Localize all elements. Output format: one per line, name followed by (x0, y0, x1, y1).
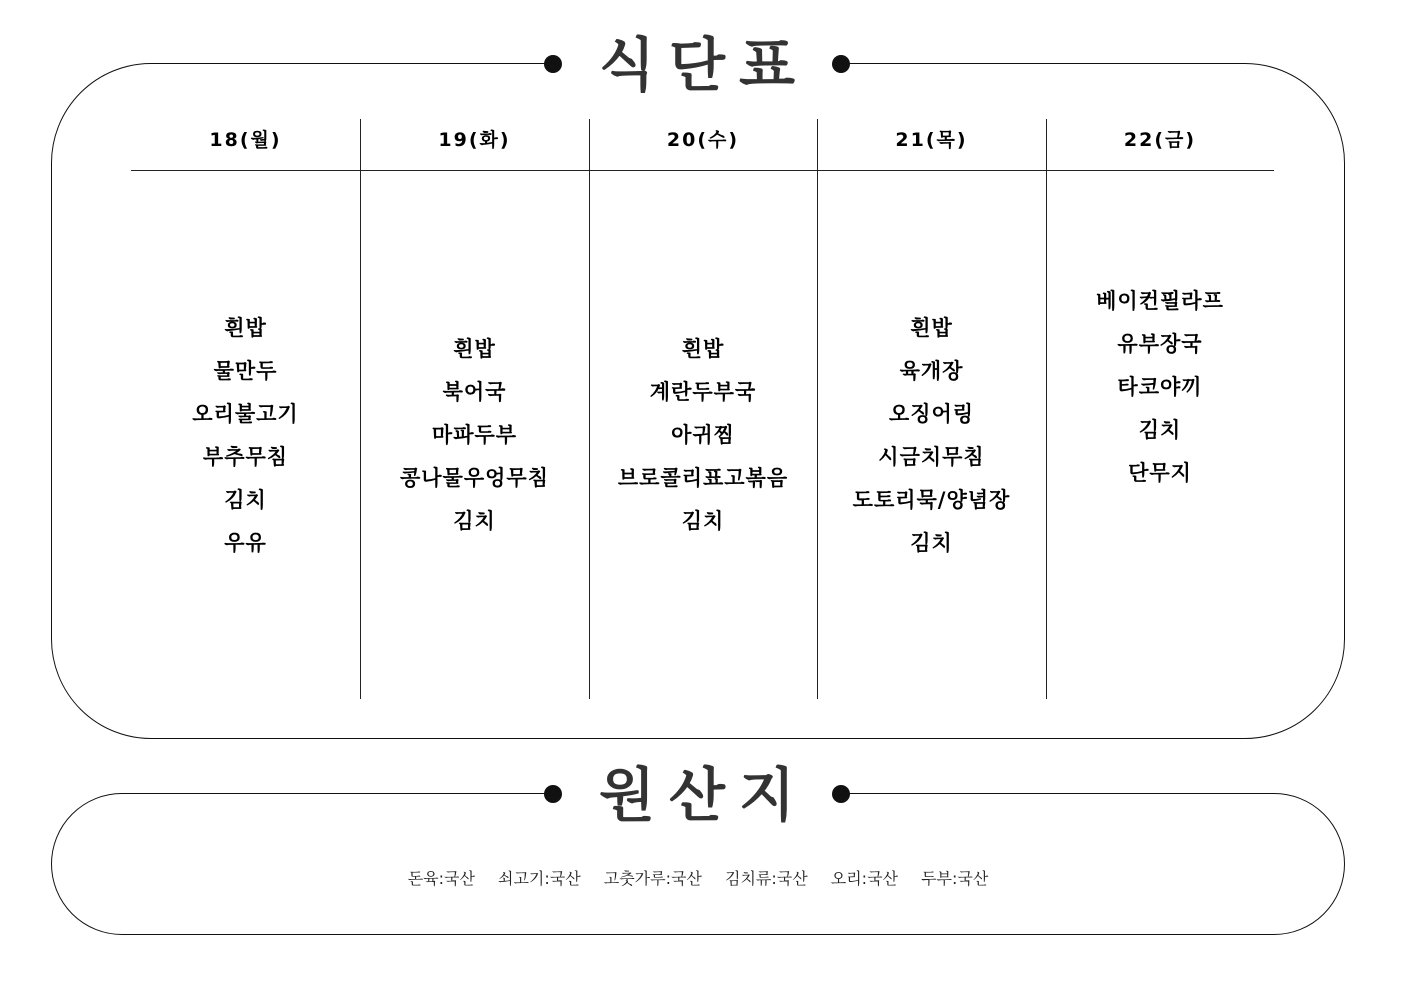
dish-item: 오리불고기 (192, 401, 299, 426)
dish-item: 흰밥 (681, 337, 725, 361)
origin-item: 오리:국산 (830, 869, 898, 888)
dish-item: 아귀찜 (671, 423, 735, 447)
day-header-thu: 21(목) (895, 129, 968, 151)
menu-column-tue (360, 172, 589, 699)
dish-item: 부추무침 (202, 444, 289, 469)
dish-item: 단무지 (1128, 460, 1192, 485)
menu-column-thu (817, 172, 1046, 699)
dish-item: 흰밥 (224, 315, 267, 340)
origin-item: 돈육:국산 (407, 869, 475, 888)
dish-item: 김치 (910, 530, 953, 555)
dish-item: 오징어링 (888, 401, 975, 426)
dish-item: 육개장 (899, 358, 964, 383)
menu-column-mon (131, 172, 360, 699)
menu-title-bar (0, 24, 1403, 104)
menu-column-wed (589, 172, 817, 699)
dish-item: 브로콜리표고볶음 (617, 466, 789, 490)
origin-item: 고춧가루:국산 (603, 869, 702, 888)
dish-item: 우유 (224, 530, 267, 555)
menu-column-fri (1046, 172, 1274, 602)
dish-item: 북어국 (442, 380, 507, 404)
day-header-tue: 19(화) (438, 129, 511, 151)
dish-item: 도토리묵/양념장 (852, 487, 1011, 512)
origin-title-bar (0, 754, 1403, 834)
dish-item: 물만두 (213, 358, 278, 383)
dish-item: 김치 (224, 487, 267, 512)
dish-item: 마파두부 (431, 423, 518, 447)
dish-item: 콩나물우엉무침 (399, 466, 549, 490)
dish-item: 베이컨필라프 (1096, 288, 1224, 313)
dish-item: 시금치무침 (878, 444, 985, 469)
day-header-fri: 22(금) (1123, 129, 1197, 151)
dish-item: 흰밥 (910, 315, 953, 340)
origin-list (51, 866, 1345, 892)
origin-item: 두부:국산 (921, 869, 989, 888)
dish-item: 김치 (681, 509, 725, 533)
dish-item: 흰밥 (453, 337, 496, 361)
origin-item: 쇠고기:국산 (498, 869, 581, 888)
origin-item: 김치류:국산 (725, 869, 808, 888)
origin-title: 원산지 (598, 761, 810, 829)
dish-item: 김치 (453, 509, 496, 533)
dish-item: 유부장국 (1117, 331, 1203, 356)
menu-title: 식단표 (598, 31, 810, 99)
header-rule (131, 170, 1274, 171)
dish-item: 계란두부국 (649, 380, 757, 404)
day-header-mon: 18(월) (209, 129, 282, 151)
day-header-wed: 20(수) (666, 129, 740, 151)
dish-item: 김치 (1138, 417, 1182, 442)
dish-item: 타코야끼 (1117, 374, 1203, 399)
